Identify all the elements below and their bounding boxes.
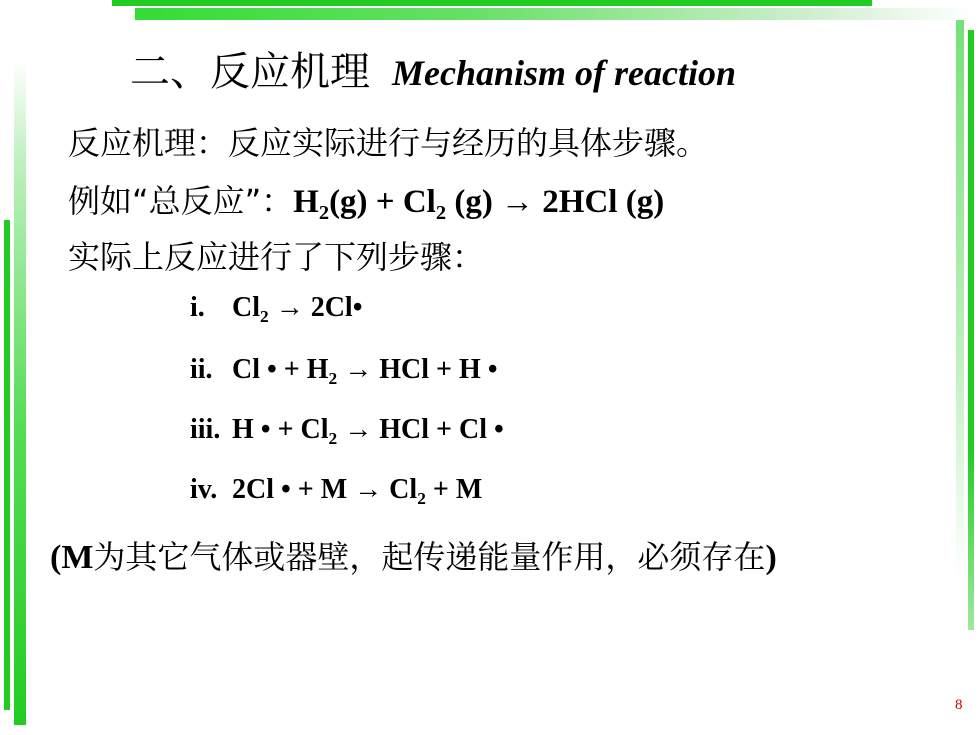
step-part: → 2Cl• — [268, 292, 363, 323]
step-sub: 2 — [328, 369, 338, 389]
step-part: → HCl + H • — [337, 354, 498, 385]
example-prefix: 例如“总反应”： — [68, 182, 294, 220]
eq-sub-2: 2 — [435, 202, 447, 225]
title-english: Mechanism of reaction — [392, 53, 737, 93]
top-accent-bar — [112, 0, 872, 6]
step-part: Cl • + H — [232, 354, 329, 385]
step-part: H • + Cl — [232, 414, 329, 445]
left-gradient-bar — [14, 60, 26, 725]
note-text: 为其它气体或器壁，起传递能量作用，必须存在 — [93, 538, 766, 576]
step-3 — [190, 414, 504, 449]
eq-mid-1: (g) + Cl — [329, 184, 436, 220]
step-number: iii. — [190, 414, 221, 445]
page-number: 8 — [955, 697, 963, 713]
note-open: (M — [50, 539, 94, 576]
step-sub: 2 — [417, 489, 426, 509]
step-2 — [190, 354, 498, 389]
note-close: ) — [765, 539, 777, 576]
step-part: → HCl + Cl • — [337, 414, 504, 445]
step-sub: 2 — [328, 429, 338, 449]
note-line — [50, 532, 777, 578]
right-gradient-bar — [956, 20, 964, 580]
top-gradient-bar — [135, 8, 975, 20]
step-part: Cl — [232, 292, 260, 323]
eq-sub-1: 2 — [318, 202, 330, 225]
step-number: iv. — [190, 474, 218, 505]
step-4 — [190, 474, 483, 509]
eq-mid-2: (g) → 2HCl (g) — [446, 184, 665, 220]
right-accent-bar — [968, 30, 974, 630]
step-sub: 2 — [260, 307, 269, 327]
step-part: 2Cl • + M → Cl — [232, 474, 418, 505]
slide-title — [130, 40, 736, 97]
overall-equation — [293, 184, 665, 225]
eq-h: H — [293, 184, 319, 220]
step-1 — [190, 292, 363, 327]
steps-intro: 实际上反应进行了下列步骤： — [68, 238, 485, 276]
step-number: ii. — [190, 354, 213, 385]
title-chinese: 二、反应机理 — [130, 49, 370, 95]
definition-line: 反应机理：反应实际进行与经历的具体步骤。 — [68, 124, 709, 162]
example-line — [68, 176, 665, 225]
left-accent-bar — [4, 220, 10, 710]
step-part: + M — [425, 474, 483, 505]
step-number: i. — [190, 292, 205, 323]
